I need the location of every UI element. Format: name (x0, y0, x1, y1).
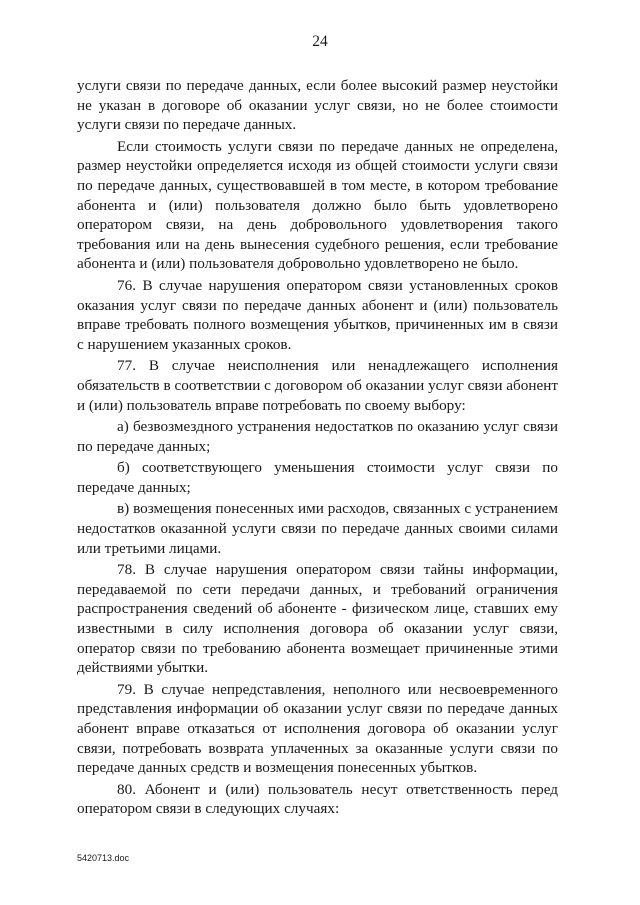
list-item-a: а) безвозмездного устранения недостатков по оказанию услуг связи по передаче данных; (77, 418, 558, 455)
paragraph-continuation: услуги связи по передаче данных, если более высокий размер неустойки не указан в договоре об оказании услуг связи, но не более стоимости услуги связи по передаче данных. (77, 77, 558, 134)
paragraph-80: 80. Абонент и (или) пользователь несут ответственность перед оператором связи в следующих случаях: (77, 780, 558, 818)
list-item-b: б) соответствующего уменьшения стоимости услуг связи по передаче данных; (77, 459, 558, 496)
paragraph-79: 79. В случае непредставления, неполного или несвоевременного представления информации об оказании услуг связи по передаче данных абонент вправе отказаться от исполнения договора об оказании услуг связи, потребовать возврата уплаченных за оказанные услуги связи по передаче данных средств и возмещения понесенных убытков. (77, 680, 558, 777)
document-body (77, 76, 558, 821)
page-number: 24 (312, 33, 328, 50)
file-name-footer: 5420713.doc (77, 853, 130, 863)
paragraph-77: 77. В случае неисполнения или ненадлежащего исполнения обязательств в соответствии с договором об оказании услуг связи абонент и (или) пользователь вправе потребовать по своему выбору: (77, 357, 558, 414)
paragraph-cost-undefined: Если стоимость услуги связи по передаче данных не определена, размер неустойки определяется исходя из общей стоимости услуги связи по передаче данных, существовавшей в том месте, в котором требование абонента и (или) пользователя должно было быть удовлетворено оператором связи, на день добровольного удовлетворения такого требования или на день вынесения судебного решения, если требование абонента и (или) пользователя добровольно удовлетворено не было. (77, 137, 558, 273)
paragraph-78: 78. В случае нарушения оператором связи тайны информации, передаваемой по сети передачи данных, и требований ограничения распространения сведений об абоненте - физическом лице, ставших ему известными в силу исполнения договора об оказании услуг связи, оператор связи по требованию абонента возмещает причиненные этими действиями убытки. (77, 561, 558, 677)
paragraph-76: 76. В случае нарушения оператором связи установленных сроков оказания услуг связи по передаче данных абонент и (или) пользователь вправе требовать полного возмещения убытков, причиненных им в связи с нарушением указанных сроков. (77, 276, 558, 353)
list-item-v: в) возмещения понесенных ими расходов, связанных с устранением недостатков оказанной услуги связи по передаче данных своими силами или третьими лицами. (77, 500, 558, 557)
